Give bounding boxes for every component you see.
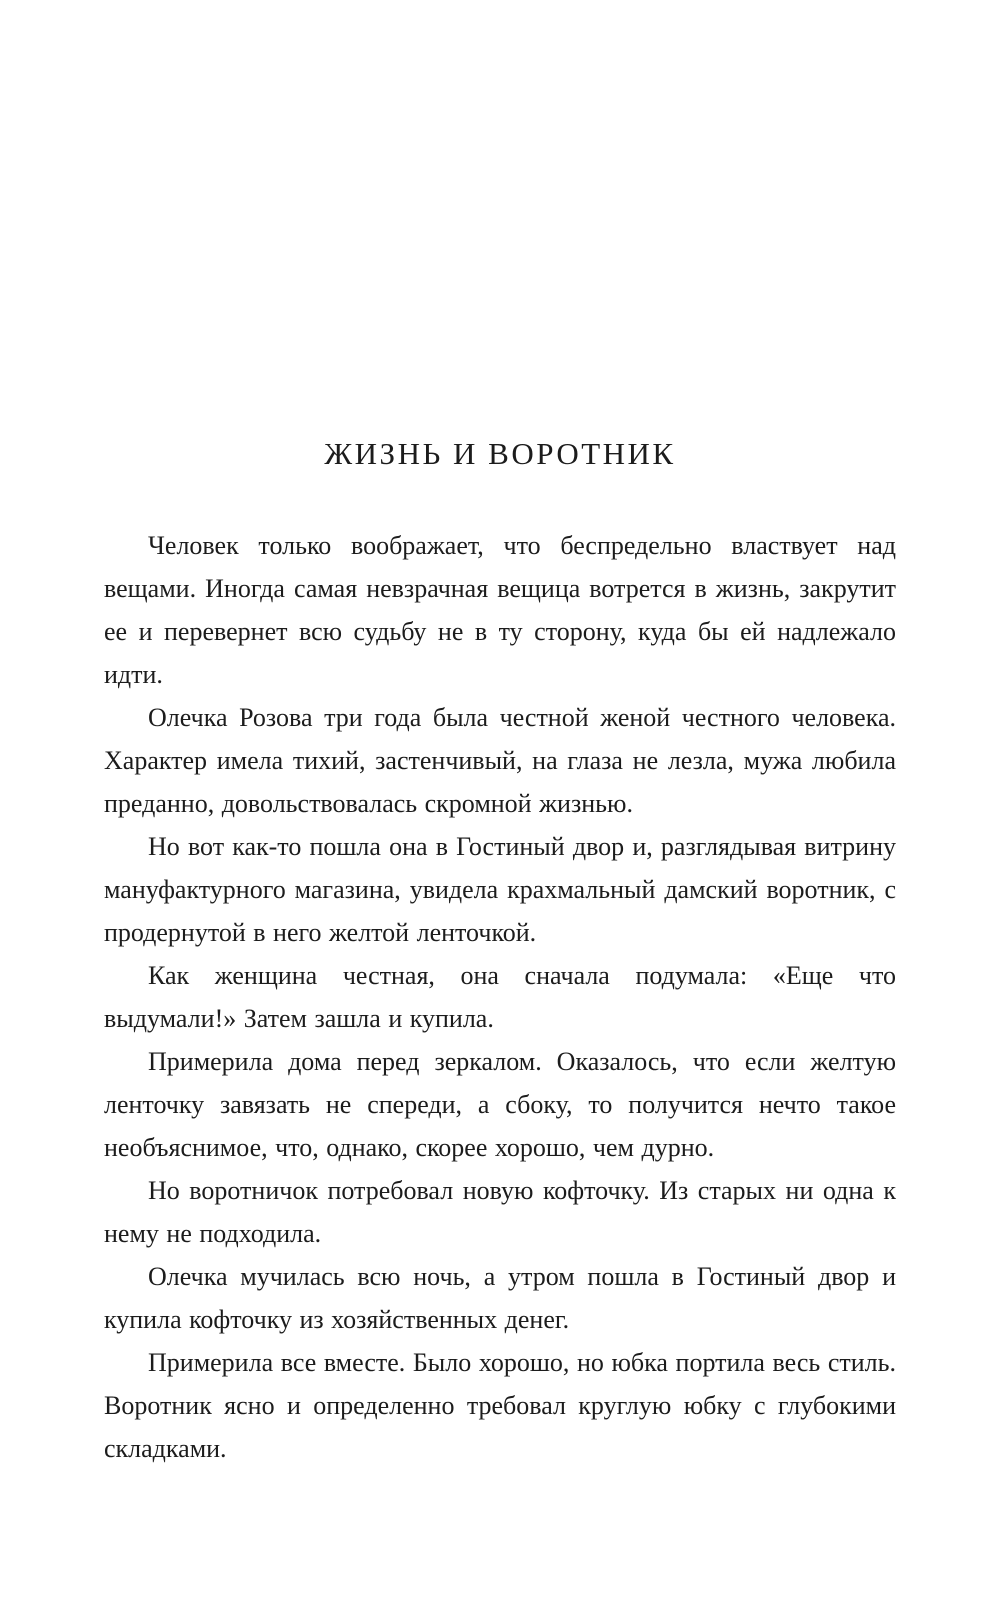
story-paragraph: Олечка Розова три года была честной женой честного человека. Характер имела тихий, застенчивый, на глаза не лезла, мужа любила преданно, довольствовалась скромной жизнью. [104,703,896,818]
story-title: ЖИЗНЬ И ВОРОТНИК [324,436,676,471]
story-paragraph: Примерила все вместе. Было хорошо, но юбка портила весь стиль. Воротник ясно и определенно требовал круглую юбку с глубокими складками. [104,1348,896,1463]
story-paragraph: Олечка мучилась всю ночь, а утром пошла в Гостиный двор и купила кофточку из хозяйственных денег. [104,1262,896,1334]
story-paragraph: Примерила дома перед зеркалом. Оказалось, что если желтую ленточку завязать не спереди, а сбоку, то получится нечто такое необъяснимое, что, однако, скорее хорошо, чем дурно. [104,1047,896,1162]
story-paragraph: Но воротничок потребовал новую кофточку. Из старых ни одна к нему не подходила. [104,1176,896,1248]
story-text-block [104,436,896,1470]
story-paragraph: Как женщина честная, она сначала подумала: «Еще что выдумали!» Затем зашла и купила. [104,961,896,1033]
story-paragraph: Но вот как-то пошла она в Гостиный двор и, разглядывая витрину мануфактурного магазина, увидела крахмальный дамский воротник, с продернутой в него желтой ленточкой. [104,832,896,947]
story-paragraph: Человек только воображает, что беспредельно властвует над вещами. Иногда самая невзрачная вещица вотрется в жизнь, закрутит ее и перевернет всю судьбу не в ту сторону, куда бы ей надлежало идти. [104,531,896,689]
